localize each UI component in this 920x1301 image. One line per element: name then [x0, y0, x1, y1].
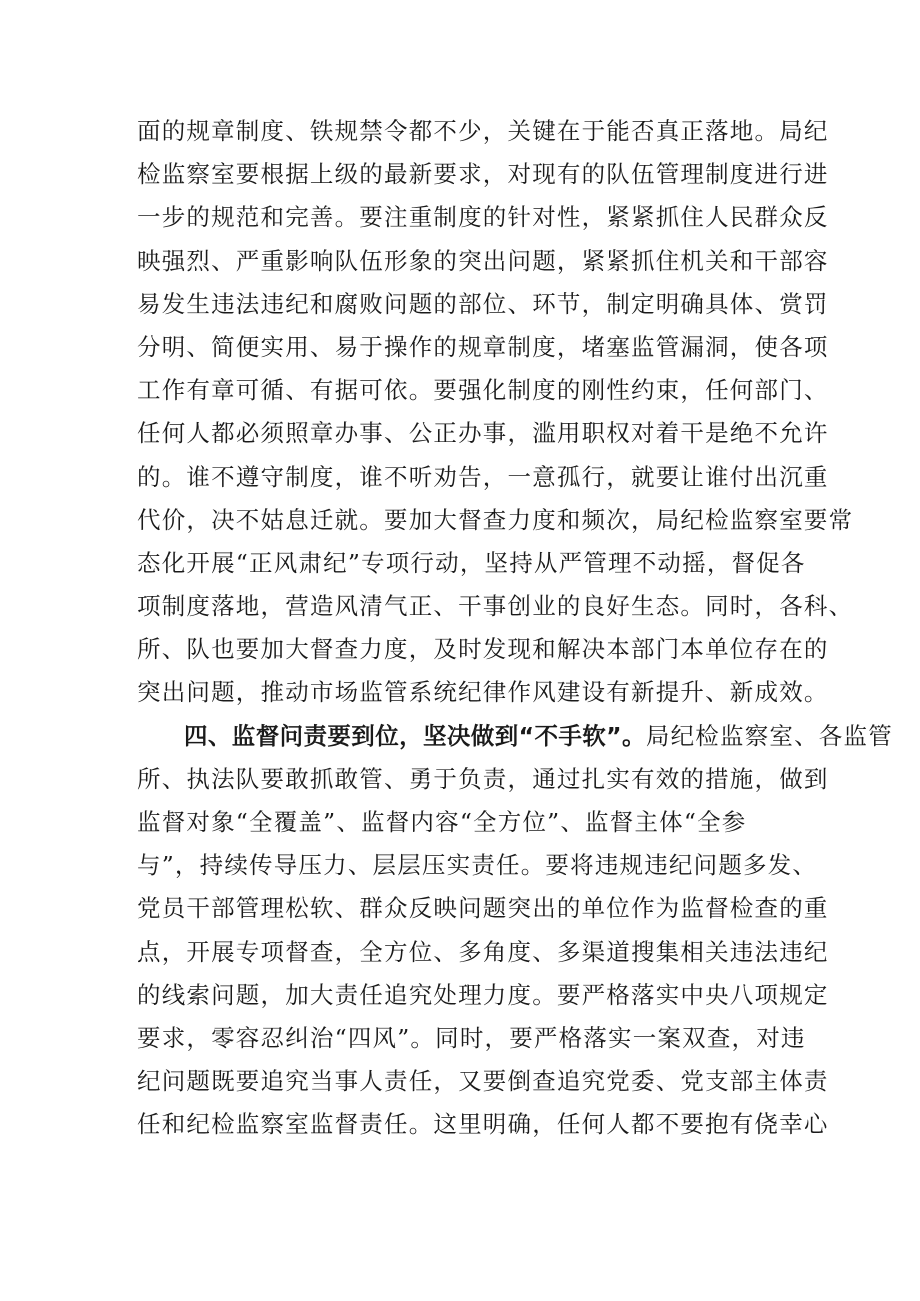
body-text	[137, 110, 893, 1147]
text-line: 分明、简便实用、易于操作的规章制度，堵塞监管漏洞，使各项	[137, 332, 829, 361]
text-line: 工作有章可循、有据可依。要强化制度的刚性约束，任何部门、	[137, 376, 829, 405]
text-line: 面的规章制度、铁规禁令都不少，关键在于能否真正落地。局纪	[137, 117, 829, 145]
text-line: 监督对象“全覆盖”、监督内容“全方位”、监督主体“全参	[137, 808, 747, 836]
text-line: 要求，零容忍纠治“四风”。同时，要严格落实一案双查，对违	[137, 1023, 806, 1052]
text-line: 点，开展专项督查，全方位、多角度、多渠道搜集相关违法违纪	[137, 937, 829, 966]
text-line: 项制度落地，营造风清气正、干事创业的良好生态。同时，各科、	[137, 592, 854, 621]
text-line: 代价，决不姑息迁就。要加大督查力度和频次，局纪检监察室要常	[137, 505, 854, 534]
text-line: 与”，持续传导压力、层层压实责任。要将违规违纪问题多发、	[137, 851, 818, 880]
text-line: 的。谁不遵守制度，谁不听劝告，一意孤行，就要让谁付出沉重	[137, 462, 829, 491]
text-line: 态化开展“正风肃纪”专项行动，坚持从严管理不动摇，督促各	[137, 548, 806, 577]
text-line: 的线索问题，加大责任追究处理力度。要严格落实中央八项规定	[137, 980, 829, 1009]
text-line: 纪问题既要追究当事人责任，又要倒查追究党委、党支部主体责	[137, 1067, 829, 1096]
section-first-line	[137, 715, 893, 758]
text-line: 所、执法队要敢抓敢管、勇于负责，通过扎实有效的措施，做到	[137, 764, 829, 793]
text-line: 映强烈、严重影响队伍形象的突出问题，紧紧抓住机关和干部容	[137, 246, 829, 275]
text-line: 检监察室要根据上级的最新要求，对现有的队伍管理制度进行进	[137, 160, 829, 189]
text-line: 易发生违法违纪和腐败问题的部位、环节，制定明确具体、赏罚	[137, 289, 829, 318]
text-line: 任和纪检监察室监督责任。这里明确，任何人都不要抱有侥幸心	[137, 1110, 829, 1139]
text-line: 党员干部管理松软、群众反映问题突出的单位作为监督检查的重	[137, 894, 829, 923]
section-lead-text: 局纪检监察室、各监管	[645, 721, 893, 750]
text-line: 所、队也要加大督查力度，及时发现和解决本部门本单位存在的	[137, 635, 829, 664]
text-line: 突出问题，推动市场监管系统纪律作风建设有新提升、新成效。	[137, 678, 829, 707]
text-line: 一步的规范和完善。要注重制度的针对性，紧紧抓住人民群众反	[137, 203, 829, 232]
text-line: 任何人都必须照章办事、公正办事，滥用职权对着干是绝不允许	[137, 419, 829, 448]
section-heading: 四、监督问责要到位，坚决做到“不手软”。	[184, 721, 646, 750]
